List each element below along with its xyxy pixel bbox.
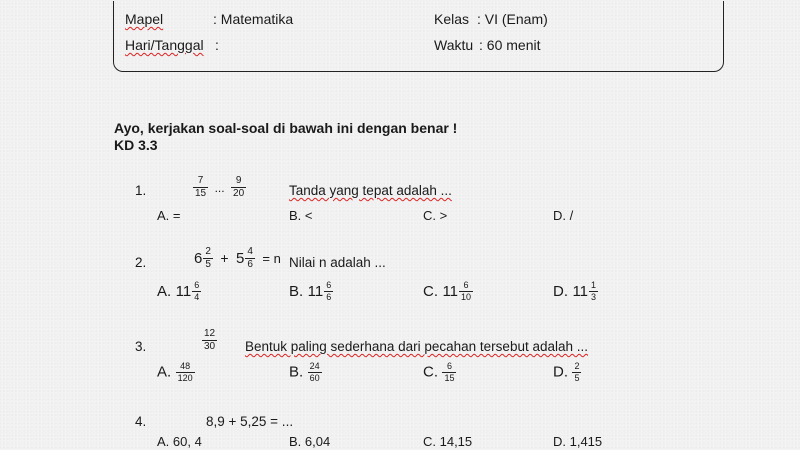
question-4-option-b[interactable]: B. 6,04	[289, 434, 331, 449]
fraction: $\frac{2}{5}$	[205, 246, 211, 270]
kelas-label: Kelas	[434, 11, 470, 27]
question-4-option-d[interactable]: D. 1,415	[553, 434, 603, 449]
question-2-expression: 6 $\frac{2}{5}$ + 5 $\frac{4}{6}$ = n	[194, 246, 281, 270]
fraction: $\frac{7}{15}$	[195, 175, 207, 199]
hari-label: Hari/Tanggal	[125, 37, 204, 53]
question-1-option-c[interactable]: C. >	[423, 208, 448, 223]
question-3-fraction: $\frac{12}{30}$	[204, 328, 216, 352]
fraction: $\frac{4}{6}$	[247, 246, 253, 270]
question-3-option-c[interactable]: C. $\frac{6}{15}$	[423, 361, 455, 383]
question-4-option-c[interactable]: C. 14,15	[423, 434, 473, 449]
question-3-text: Bentuk paling sederhana dari pecahan tersebut adalah ...	[245, 339, 588, 354]
question-3-number: 3.	[135, 339, 147, 354]
question-2-number: 2.	[135, 255, 147, 270]
fraction: $\frac{9}{20}$	[233, 175, 245, 199]
kelas-value: : VI (Enam)	[477, 11, 548, 27]
mixed-number: 6 $\frac{2}{5}$	[194, 246, 211, 270]
question-2-text: Nilai n adalah ...	[289, 255, 386, 270]
mapel-value: : Matematika	[213, 11, 294, 27]
waktu-label: Waktu	[434, 37, 474, 53]
question-1-number: 1.	[135, 183, 147, 198]
question-3-option-a[interactable]: A. $\frac{48}{120}$	[157, 361, 193, 383]
question-1-option-b[interactable]: B. <	[289, 208, 313, 223]
instruction-text: Ayo, kerjakan soal-soal di bawah ini dengan benar !	[114, 120, 458, 136]
question-4-option-a[interactable]: A. 60, 4	[157, 434, 202, 449]
mapel-label: Mapel	[125, 11, 164, 27]
kd-label: KD 3.3	[114, 137, 158, 153]
header-box	[113, 1, 724, 72]
question-1-option-a[interactable]: A. =	[157, 208, 181, 223]
question-2-option-b[interactable]: B. 11 $\frac{6}{6}$	[289, 280, 332, 302]
mixed-number: 5 $\frac{4}{6}$	[236, 246, 253, 270]
question-2-option-c[interactable]: C. 11 $\frac{6}{10}$	[423, 280, 472, 302]
waktu-value: : 60 menit	[479, 37, 541, 53]
question-1-option-d[interactable]: D. /	[553, 208, 574, 223]
question-2-option-a[interactable]: A. 11 $\frac{6}{4}$	[157, 280, 200, 302]
question-4-expression: 8,9 + 5,25 = ...	[206, 414, 294, 429]
question-3-option-d[interactable]: D. $\frac{2}{5}$	[553, 361, 580, 383]
question-4-number: 4.	[135, 414, 147, 429]
question-2-option-d[interactable]: D. 11 $\frac{1}{3}$	[553, 280, 597, 302]
question-1-expression: $\frac{7}{15}$ ... $\frac{9}{20}$	[195, 175, 245, 199]
question-1-text: Tanda yang tepat adalah ...	[289, 183, 452, 198]
hari-value: :	[215, 37, 219, 53]
question-3-option-b[interactable]: B. $\frac{24}{60}$	[289, 361, 320, 383]
